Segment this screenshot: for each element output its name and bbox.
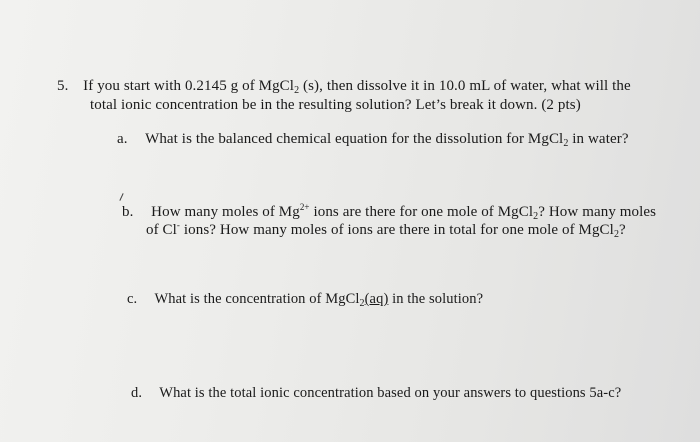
part-b-text-1c: ? How many moles (538, 204, 657, 220)
part-b-text-1a: How many moles of Mg (151, 204, 300, 220)
part-b-text-1b: ions are there for one mole of MgCl (309, 204, 534, 220)
part-a-subscript: 2 (563, 138, 569, 149)
part-d-text: What is the total ionic concentration based on your answers to questions 5a-c? (159, 385, 622, 401)
part-a-label: a. (117, 131, 128, 147)
part-a-text-rest: in water? (568, 131, 629, 147)
part-c-aq: (aq) (364, 291, 389, 307)
part-a (117, 131, 629, 148)
part-c-text: What is the concentration of MgCl (154, 291, 360, 307)
part-a-text: What is the balanced chemical equation for the dissolution for MgCl (145, 131, 564, 147)
part-d (131, 385, 621, 402)
question-subscript: 2 (294, 85, 300, 96)
question-text-line2: total ionic concentration be in the resulting solution? Let’s break it down. (2 pts) (90, 97, 581, 113)
part-c-subscript: 2 (359, 298, 365, 309)
part-c (127, 291, 483, 308)
part-b-superscript-1: 2+ (299, 202, 310, 212)
question-5-line-1 (57, 78, 631, 95)
part-b-superscript-2: - (176, 220, 181, 230)
question-number: 5. (57, 78, 69, 94)
part-b-subscript-2: 2 (613, 229, 620, 240)
question-text-part2: (s), then dissolve it in 10.0 mL of water, what will the (299, 78, 631, 94)
part-c-text-rest: in the solution? (388, 291, 484, 307)
part-b-text-2b: ions? How many moles of ions are there in total for one mole of MgCl (180, 222, 614, 238)
part-b-text-2c: ? (619, 222, 626, 238)
part-b-subscript-1: 2 (533, 211, 539, 222)
question-text-part1: If you start with 0.2145 g of MgCl (83, 78, 295, 94)
part-b-line-1 (122, 204, 656, 221)
part-b-label: b. (122, 204, 134, 220)
pen-mark (119, 193, 123, 201)
part-b-text-2a: of Cl (146, 222, 177, 238)
question-5-line-2 (90, 97, 581, 114)
part-d-label: d. (131, 385, 143, 401)
part-b-line-2 (146, 222, 626, 239)
part-c-label: c. (127, 291, 138, 307)
